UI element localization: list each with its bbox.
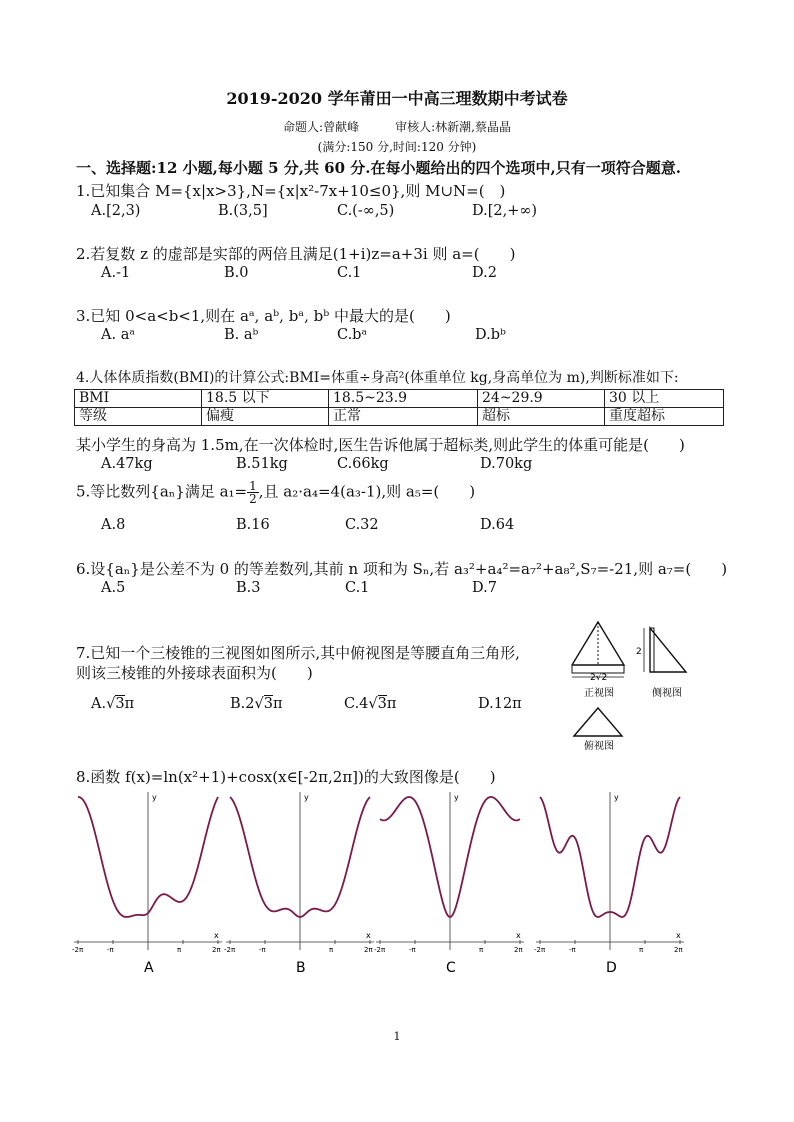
graph-option-c — [374, 792, 524, 976]
q3-option-c: C.bᵃ — [337, 327, 368, 343]
tick-label: 2π — [674, 946, 683, 954]
q2-option-b: B.0 — [224, 265, 249, 281]
front-view-label: 正视图 — [584, 688, 614, 699]
graph-label: A — [144, 960, 154, 976]
table-cell: BMI — [75, 390, 202, 408]
q6-option-d: D.7 — [472, 580, 497, 596]
graph-label: B — [296, 960, 306, 976]
q7-b-suffix: π — [272, 696, 283, 712]
graph-option-d — [534, 792, 684, 976]
tick-label: -2π — [534, 946, 546, 954]
tick-label: π — [639, 946, 644, 954]
side-view-label: 侧视图 — [652, 688, 682, 699]
q5-option-a: A.8 — [101, 517, 126, 533]
fraction — [247, 480, 259, 505]
tick-label: -2π — [224, 946, 236, 954]
q3-option-a: A. aᵃ — [101, 327, 135, 343]
q5-option-d: D.64 — [480, 517, 515, 533]
q7-a-prefix: A. — [91, 696, 107, 712]
side-view — [636, 628, 686, 699]
question-7-stem-2: 则该三棱锥的外接球表面积为( ) — [76, 664, 313, 682]
table-cell: 30 以上 — [605, 390, 724, 408]
graph-label: D — [606, 960, 617, 976]
y-axis-label: y — [454, 793, 459, 802]
page-number: 1 — [393, 1030, 401, 1043]
table-cell: 重度超标 — [605, 408, 724, 426]
q7-b-prefix: B.2 — [230, 696, 255, 712]
table-cell: 等级 — [75, 408, 202, 426]
question-1-stem: 1.已知集合 M={x|x>3},N={x|x²-7x+10≤0},则 M∪N=( ) — [76, 182, 506, 200]
q5-option-c: C.32 — [345, 517, 379, 533]
top-view-label: 俯视图 — [584, 741, 614, 752]
q6-option-c: C.1 — [345, 580, 370, 596]
tick-label: -π — [259, 946, 266, 954]
q2-option-c: C.1 — [337, 265, 362, 281]
tick-label: 2π — [212, 946, 221, 954]
top-view — [574, 708, 622, 752]
question-8-stem: 8.函数 f(x)=ln(x²+1)+cosx(x∈[-2π,2π])的大致图像是( ) — [76, 768, 496, 786]
table-row — [75, 408, 724, 426]
tick-label: -π — [569, 946, 576, 954]
graph-option-a — [72, 792, 222, 976]
tick-label: 2π — [514, 946, 523, 954]
q4-option-c: C.66kg — [337, 456, 389, 472]
q2-option-a: A.-1 — [101, 265, 131, 281]
answer-graphs — [70, 782, 683, 982]
q7-option-d: D.12π — [478, 696, 522, 712]
authors: 命题人:曾献峰 审核人:林新潮,蔡晶晶 — [283, 120, 511, 134]
tick-label: -2π — [374, 946, 386, 954]
table-cell: 超标 — [478, 408, 605, 426]
question-5-stem — [76, 480, 475, 505]
q6-option-a: A.5 — [101, 580, 126, 596]
tick-label: -2π — [72, 946, 84, 954]
y-axis-label: y — [152, 793, 157, 802]
y-axis-label: y — [614, 793, 619, 802]
q3-option-b: B. aᵇ — [224, 327, 259, 343]
table-cell: 24~29.9 — [478, 390, 605, 408]
q3-option-d: D.bᵇ — [475, 327, 506, 343]
question-3-stem: 3.已知 0<a<b<1,则在 aᵃ, aᵇ, bᵃ, bᵇ 中最大的是( ) — [76, 307, 451, 325]
table-cell: 18.5~23.9 — [329, 390, 478, 408]
q4-option-b: B.51kg — [236, 456, 288, 472]
tick-label: -π — [107, 946, 114, 954]
three-view-figure — [560, 610, 700, 750]
q7-option-b: B.2√3π — [230, 696, 283, 712]
tick-label: π — [177, 946, 182, 954]
table-cell: 偏瘦 — [202, 408, 329, 426]
graph-option-b — [224, 792, 374, 976]
q1-option-d: D.[2,+∞) — [472, 203, 538, 219]
table-cell: 正常 — [329, 408, 478, 426]
dim-height-label: 2 — [636, 647, 642, 657]
q7-option-a: A.√3π — [91, 696, 135, 712]
tick-label: π — [479, 946, 484, 954]
fraction-numerator: 1 — [249, 479, 257, 493]
y-axis-label: y — [304, 793, 309, 802]
tick-label: -π — [409, 946, 416, 954]
q7-c-prefix: C.4 — [344, 696, 369, 712]
q1-option-a: A.[2,3) — [91, 203, 141, 219]
q5-option-b: B.16 — [236, 517, 270, 533]
bmi-table — [74, 389, 724, 426]
fraction-denominator: 2 — [249, 492, 257, 506]
dim-width-label: 2√2 — [590, 673, 608, 683]
question-2-stem: 2.若复数 z 的虚部是实部的两倍且满足(1+i)z=a+3i 则 a=( ) — [76, 245, 516, 263]
question-4-stem: 4.人体体质指数(BMI)的计算公式:BMI=体重÷身高²(体重单位 kg,身高单位为 m),判断标准如下: — [76, 370, 679, 386]
q1-option-b: B.(3,5] — [218, 203, 268, 219]
tick-label: π — [329, 946, 334, 954]
q7-c-suffix: π — [386, 696, 397, 712]
q5-stem-post: ,且 a₂·a₄=4(a₃-1),则 a₅=( ) — [258, 482, 476, 501]
q7-option-c: C.4√3π — [344, 696, 397, 712]
x-axis-label: x — [366, 931, 371, 940]
page-title: 2019-2020 学年莆田一中高三理数期中考试卷 — [226, 89, 568, 108]
front-view — [572, 622, 624, 699]
q4-option-d: D.70kg — [480, 456, 533, 472]
x-axis-label: x — [516, 931, 521, 940]
exam-info: (满分:150 分,时间:120 分钟) — [317, 140, 477, 154]
q7-c-radicand: 3 — [377, 696, 387, 712]
q4-option-a: A.47kg — [101, 456, 153, 472]
x-axis-label: x — [214, 931, 219, 940]
section-heading: 一、选择题:12 小题,每小题 5 分,共 60 分.在每小题给出的四个选项中,只有一项符合题意. — [76, 159, 681, 177]
question-4-stem2: 某小学生的身高为 1.5m,在一次体检时,医生告诉他属于超标类,则此学生的体重可能是( ) — [76, 436, 685, 454]
question-7-stem-1: 7.已知一个三棱锥的三视图如图所示,其中俯视图是等腰直角三角形, — [76, 644, 520, 662]
tick-label: 2π — [364, 946, 373, 954]
q5-stem-pre: 5.等比数列{aₙ}满足 a₁= — [76, 482, 248, 501]
table-row — [75, 390, 724, 408]
q7-b-radicand: 3 — [263, 696, 273, 712]
question-6-stem: 6.设{aₙ}是公差不为 0 的等差数列,其前 n 项和为 Sₙ,若 a₃²+a₄²=a₇²+a₈²,S₇=-21,则 a₇=( ) — [76, 560, 728, 578]
graph-label: C — [446, 960, 456, 976]
x-axis-label: x — [676, 931, 681, 940]
q1-option-c: C.(-∞,5) — [337, 203, 395, 219]
q7-a-suffix: π — [124, 696, 135, 712]
q2-option-d: D.2 — [472, 265, 497, 281]
table-cell: 18.5 以下 — [202, 390, 329, 408]
q6-option-b: B.3 — [236, 580, 261, 596]
q7-a-radicand: 3 — [115, 696, 125, 712]
